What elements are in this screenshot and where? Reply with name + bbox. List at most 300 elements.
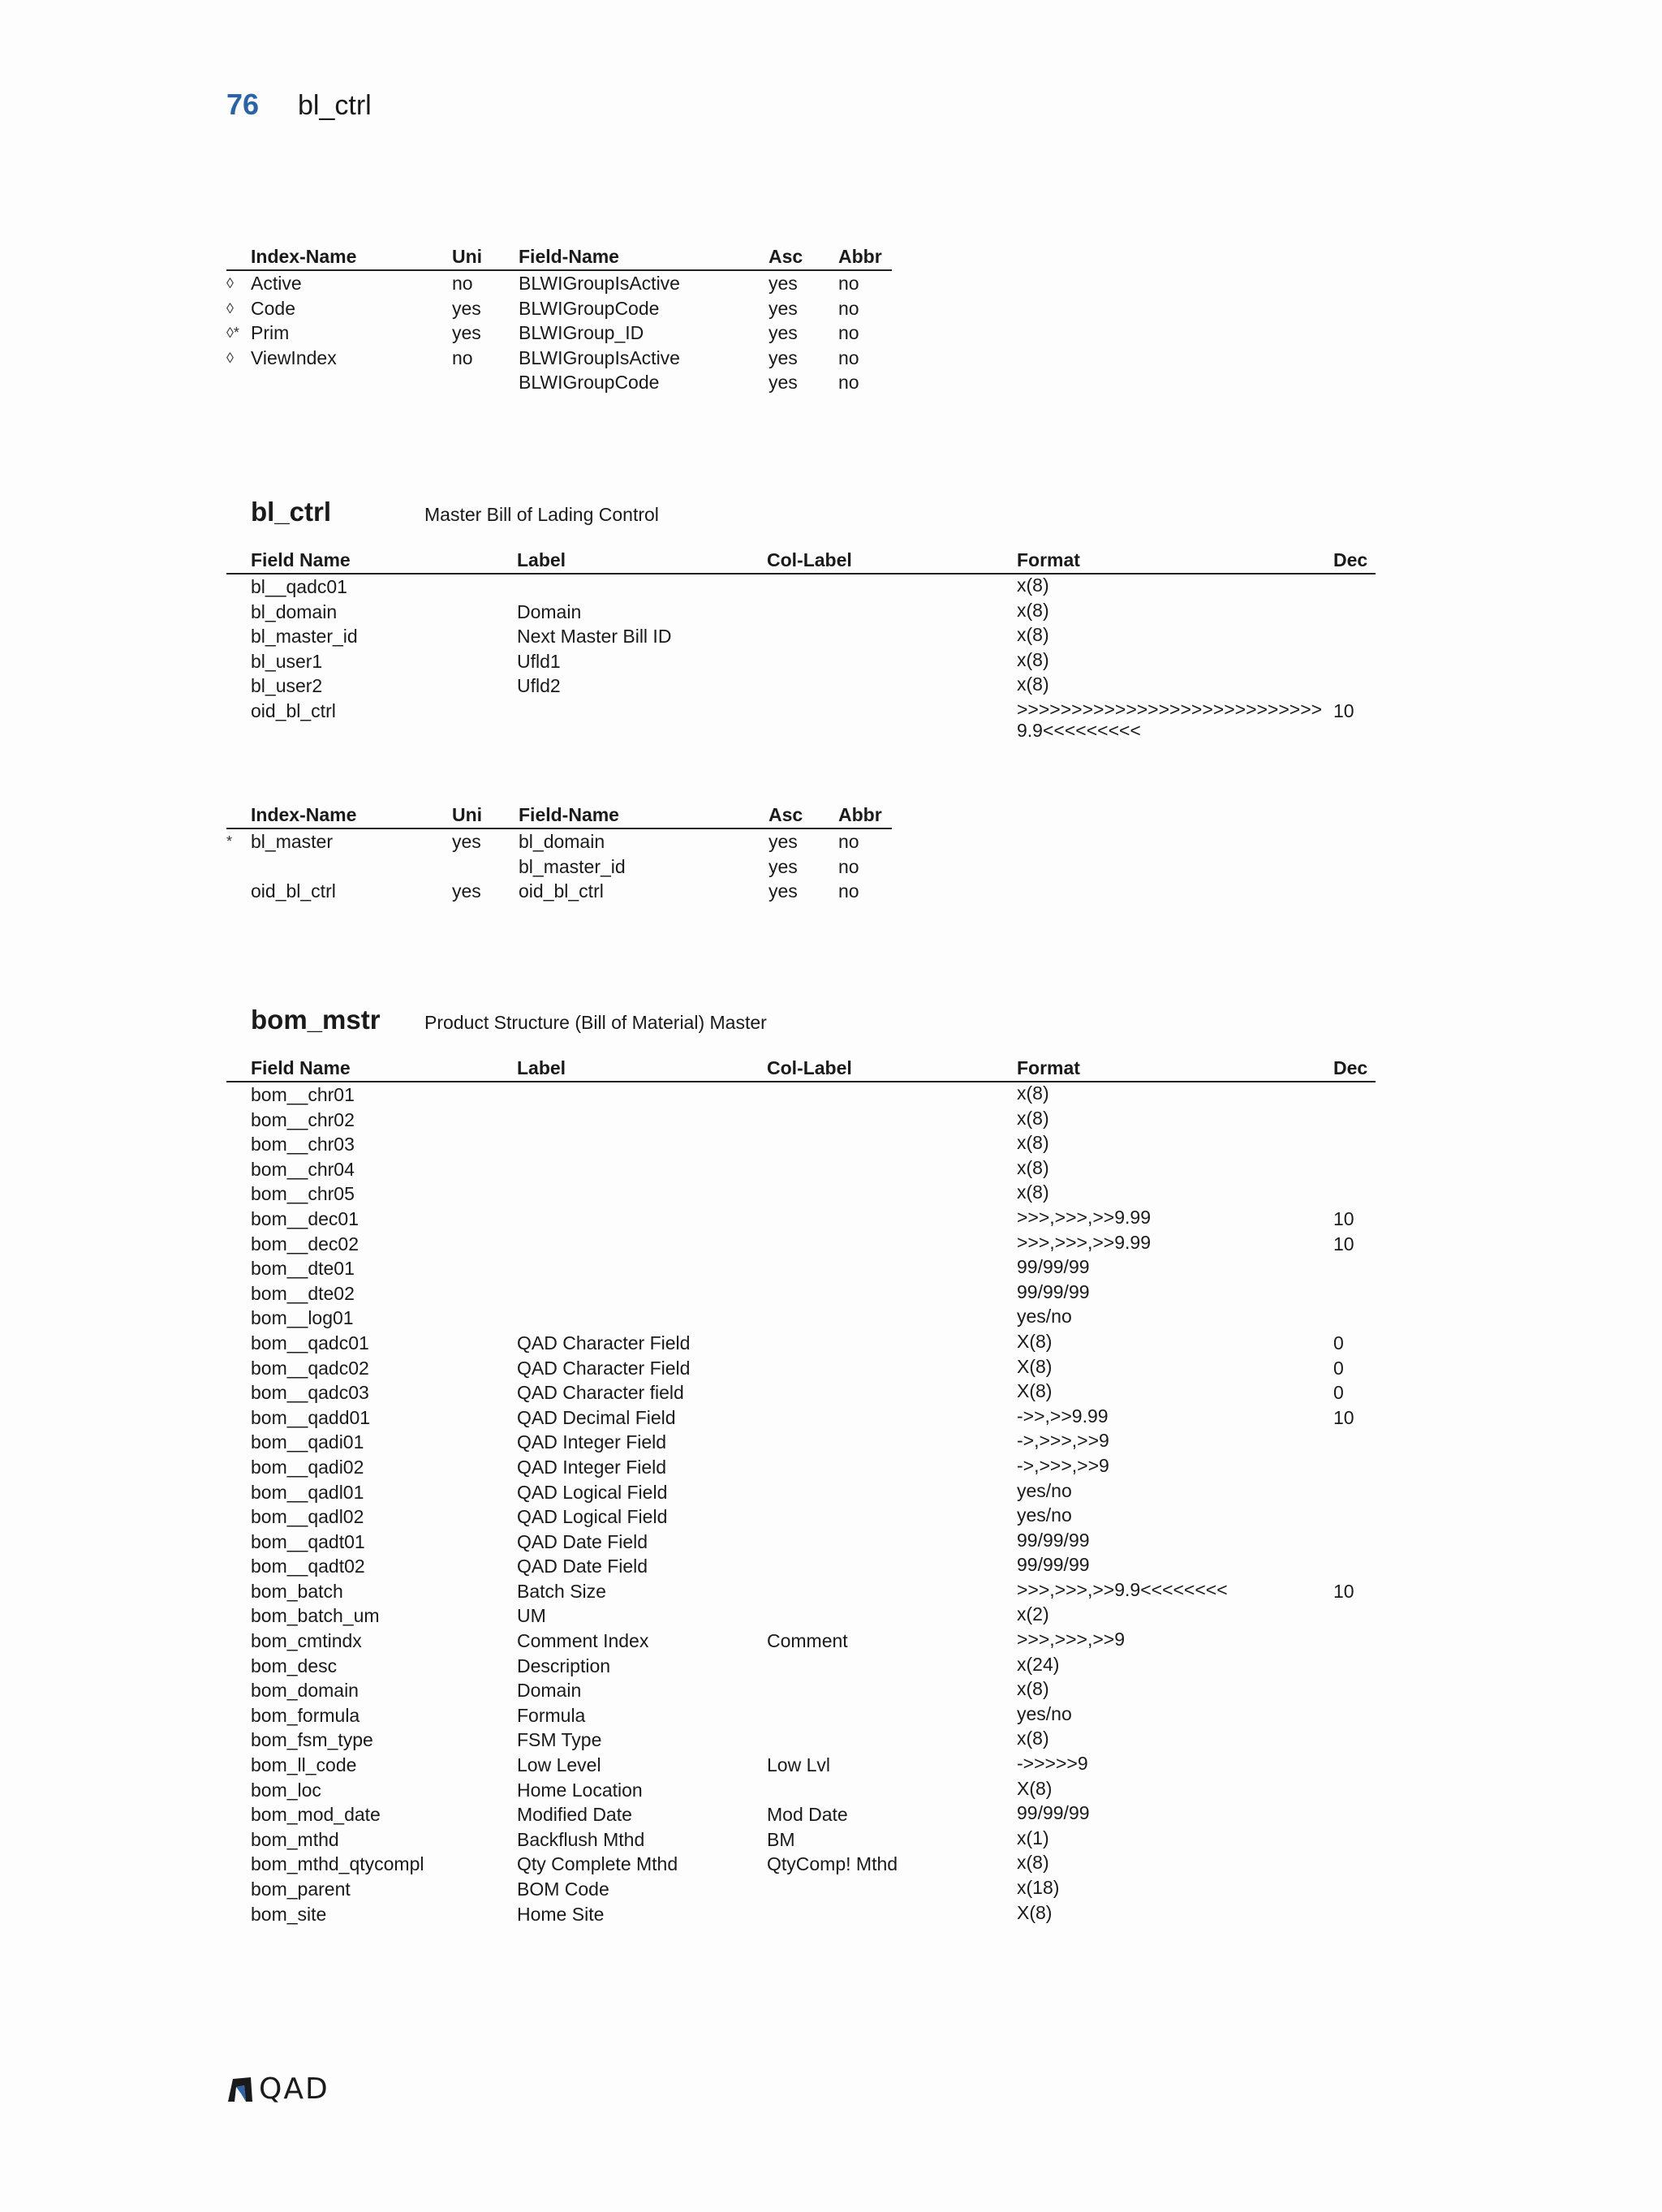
table-row <box>226 1181 1376 1207</box>
cell-label: QAD Date Field <box>517 1530 648 1552</box>
header-cell-format: Format <box>1017 1055 1333 1082</box>
cell-dec <box>1333 1629 1376 1654</box>
cell-format: yes/no <box>1017 1306 1072 1328</box>
header-cell-abbr: Abbr <box>838 802 892 828</box>
cell-col-label <box>767 1132 1017 1157</box>
cell-label: Ufld2 <box>517 675 561 697</box>
table-row <box>226 1654 1376 1679</box>
cell-label <box>517 1181 767 1207</box>
cell-field-name: bom__dte02 <box>251 1282 355 1304</box>
cell-format: x(8) <box>1017 1728 1049 1749</box>
cell-label <box>517 1232 767 1257</box>
cell-label: Description <box>517 1655 611 1676</box>
cell-field-name: BLWIGroupCode <box>519 297 660 319</box>
header-cell-index-name: Index-Name <box>251 802 452 828</box>
cell-col-label: Comment <box>767 1630 848 1652</box>
header-cell-asc: Asc <box>769 802 838 828</box>
cell-format: x(8) <box>1017 648 1049 670</box>
index-marker <box>226 1877 251 1902</box>
cell-field-name: bom__qadt02 <box>251 1556 365 1577</box>
cell-field-name: bom__qadc02 <box>251 1357 369 1379</box>
index-marker <box>226 1603 251 1629</box>
cell-format: >>>,>>>,>>9.99 <box>1017 1231 1151 1253</box>
table-row <box>226 1603 1376 1629</box>
index-marker: * <box>226 833 233 850</box>
cell-dec: 10 <box>1333 1406 1354 1428</box>
index-marker <box>226 1232 251 1257</box>
cell-field-name: bom__qadl02 <box>251 1506 364 1528</box>
index-marker <box>226 1530 251 1555</box>
cell-col-label <box>767 1256 1017 1281</box>
table-row <box>226 699 1376 741</box>
cell-asc: yes <box>769 322 798 344</box>
index-table-bl-ctrl <box>226 802 892 904</box>
cell-field-name: bom_mthd <box>251 1828 339 1850</box>
cell-col-label: Mod Date <box>767 1804 848 1826</box>
table-row <box>226 1579 1376 1604</box>
table-row <box>226 1504 1376 1530</box>
table-row <box>226 1306 1376 1331</box>
header-cell-field-name: Field-Name <box>519 802 769 828</box>
index-marker <box>226 1827 251 1853</box>
table-row <box>226 624 1376 649</box>
cell-uni: no <box>452 346 473 368</box>
cell-dec: 0 <box>1333 1332 1344 1353</box>
cell-col-label <box>767 1504 1017 1530</box>
index-marker <box>226 1082 251 1108</box>
cell-format: x(8) <box>1017 1107 1049 1129</box>
cell-format: x(8) <box>1017 624 1049 646</box>
cell-label: QAD Decimal Field <box>517 1406 676 1428</box>
cell-format: x(24) <box>1017 1653 1060 1675</box>
cell-label: Next Master Bill ID <box>517 626 672 648</box>
cell-label: Qty Complete Mthd <box>517 1853 678 1875</box>
cell-col-label <box>767 1530 1017 1555</box>
cell-col-label <box>767 1306 1017 1331</box>
cell-label: QAD Character Field <box>517 1357 691 1379</box>
cell-col-label <box>767 1603 1017 1629</box>
cell-label: Domain <box>517 1680 582 1702</box>
field-table-bl-ctrl <box>226 547 1376 741</box>
cell-field-name: bom__qadt01 <box>251 1530 365 1552</box>
cell-col-label <box>767 1728 1017 1753</box>
cell-asc: yes <box>769 855 798 877</box>
field-table-bom-mstr <box>226 1055 1376 1926</box>
index-marker <box>226 1654 251 1679</box>
header-cell-label: Label <box>517 547 767 574</box>
cell-col-label <box>767 1380 1017 1405</box>
cell-field-name: bom_mod_date <box>251 1804 381 1826</box>
cell-field-name: bom__qadc03 <box>251 1382 369 1404</box>
cell-col-label <box>767 1331 1017 1356</box>
cell-field-name: BLWIGroupIsActive <box>519 346 680 368</box>
cell-dec <box>1333 1778 1376 1803</box>
cell-field-name: bl_domain <box>519 831 605 852</box>
cell-col-label <box>767 624 1017 649</box>
index-table-header <box>226 243 892 270</box>
cell-format: >>>,>>>,>>9.9<<<<<<<< <box>1017 1578 1228 1600</box>
cell-format: X(8) <box>1017 1380 1053 1402</box>
index-marker <box>226 1902 251 1927</box>
cell-field-name: bom__dte01 <box>251 1258 355 1280</box>
cell-field-name: BLWIGroupIsActive <box>519 273 680 294</box>
index-marker <box>226 1331 251 1356</box>
cell-format: x(8) <box>1017 1852 1049 1874</box>
cell-col-label: BM <box>767 1828 795 1850</box>
cell-abbr: no <box>838 372 859 394</box>
table-row <box>226 1157 1376 1182</box>
cell-index-name <box>251 370 452 395</box>
cell-format: x(8) <box>1017 673 1049 695</box>
cell-format: X(8) <box>1017 1901 1053 1923</box>
cell-asc: yes <box>769 297 798 319</box>
index-marker: ◊ <box>226 275 234 291</box>
cell-uni: yes <box>452 322 481 344</box>
cell-format: ->,>>>,>>9 <box>1017 1430 1109 1452</box>
table-description: Master Bill of Lading Control <box>424 504 659 525</box>
table-row <box>226 346 892 371</box>
cell-label: Domain <box>517 600 582 622</box>
index-marker <box>226 649 251 674</box>
cell-dec: 10 <box>1333 1233 1354 1254</box>
table-title-bom-mstr <box>251 1005 767 1035</box>
cell-field-name: bom_site <box>251 1903 327 1925</box>
table-row <box>226 1331 1376 1356</box>
header-cell-label: Label <box>517 1055 767 1082</box>
cell-index-name: ViewIndex <box>251 346 337 368</box>
index-marker <box>226 1207 251 1232</box>
index-marker <box>226 624 251 649</box>
cell-field-name: bom__dec01 <box>251 1207 359 1229</box>
cell-col-label <box>767 1455 1017 1480</box>
cell-field-name: bl_master_id <box>251 626 358 648</box>
header-cell-mark <box>226 547 251 574</box>
cell-field-name: bom_formula <box>251 1704 360 1726</box>
cell-dec <box>1333 1603 1376 1629</box>
index-marker <box>226 1703 251 1728</box>
cell-format: 99/99/99 <box>1017 1280 1090 1302</box>
cell-field-name: bl_user2 <box>251 675 323 697</box>
cell-field-name: bom__qadi01 <box>251 1431 364 1453</box>
cell-label <box>517 1207 767 1232</box>
cell-format: X(8) <box>1017 1330 1053 1352</box>
cell-dec <box>1333 1753 1376 1778</box>
cell-asc: yes <box>769 372 798 394</box>
cell-uni: no <box>452 273 473 294</box>
cell-col-label <box>767 600 1017 625</box>
header-cell-mark <box>226 802 251 828</box>
cell-abbr: no <box>838 346 859 368</box>
cell-label <box>517 1306 767 1331</box>
cell-format: x(8) <box>1017 1132 1049 1154</box>
table-row <box>226 1281 1376 1306</box>
index-marker <box>226 1579 251 1604</box>
cell-field-name: bom__qadi02 <box>251 1456 364 1478</box>
cell-format: x(8) <box>1017 1181 1049 1203</box>
index-marker <box>226 600 251 625</box>
cell-col-label <box>767 1430 1017 1455</box>
cell-format: x(8) <box>1017 1678 1049 1700</box>
cell-label: QAD Character Field <box>517 1332 691 1353</box>
cell-col-label: QtyComp! Mthd <box>767 1853 898 1875</box>
cell-asc: yes <box>769 880 798 902</box>
cell-dec <box>1333 1802 1376 1827</box>
index-marker <box>226 673 251 699</box>
header-cell-abbr: Abbr <box>838 243 892 270</box>
cell-dec <box>1333 574 1376 600</box>
cell-dec <box>1333 1852 1376 1877</box>
index-marker <box>226 1405 251 1431</box>
cell-label: QAD Date Field <box>517 1556 648 1577</box>
cell-format: >>>,>>>,>>9.99 <box>1017 1206 1151 1228</box>
cell-format: x(1) <box>1017 1827 1049 1848</box>
table-row <box>226 1530 1376 1555</box>
field-table-header <box>226 547 1376 574</box>
cell-field-name: bom_mthd_qtycompl <box>251 1853 424 1875</box>
cell-field-name: bom__chr03 <box>251 1134 355 1155</box>
cell-format: >>>,>>>,>>9 <box>1017 1629 1126 1650</box>
table-row <box>226 1082 1376 1108</box>
cell-dec <box>1333 1654 1376 1679</box>
header-cell-index-name: Index-Name <box>251 243 452 270</box>
header-cell-format: Format <box>1017 547 1333 574</box>
index-marker <box>226 854 251 880</box>
cell-dec <box>1333 1181 1376 1207</box>
cell-label <box>517 574 767 600</box>
cell-dec <box>1333 1703 1376 1728</box>
cell-dec <box>1333 1480 1376 1505</box>
cell-abbr: no <box>838 297 859 319</box>
table-row <box>226 1802 1376 1827</box>
cell-dec <box>1333 1132 1376 1157</box>
cell-index-name: bl_master <box>251 831 333 852</box>
cell-label: QAD Logical Field <box>517 1506 668 1528</box>
cell-label: FSM Type <box>517 1729 602 1751</box>
cell-abbr: no <box>838 322 859 344</box>
cell-field-name: bom__chr02 <box>251 1108 355 1130</box>
cell-field-name: bl_domain <box>251 600 338 622</box>
cell-label <box>517 1132 767 1157</box>
cell-format: ->>,>>9.99 <box>1017 1405 1109 1427</box>
cell-dec <box>1333 1678 1376 1703</box>
table-row <box>226 600 1376 625</box>
cell-dec <box>1333 1728 1376 1753</box>
table-row <box>226 1232 1376 1257</box>
cell-index-name: Code <box>251 297 295 319</box>
header-cell-uni: Uni <box>452 243 519 270</box>
table-row <box>226 1405 1376 1431</box>
cell-label: Backflush Mthd <box>517 1828 645 1850</box>
cell-dec <box>1333 1877 1376 1902</box>
index-marker <box>226 1380 251 1405</box>
cell-asc: yes <box>769 346 798 368</box>
table-row <box>226 1778 1376 1803</box>
cell-field-name: BLWIGroupCode <box>519 372 660 394</box>
table-row <box>226 854 892 880</box>
cell-abbr: no <box>838 273 859 294</box>
cell-dec <box>1333 1554 1376 1579</box>
cell-col-label <box>767 1480 1017 1505</box>
index-marker <box>226 1455 251 1480</box>
table-row <box>226 1455 1376 1480</box>
index-marker <box>226 1753 251 1778</box>
index-marker <box>226 699 251 741</box>
cell-label: QAD Integer Field <box>517 1456 667 1478</box>
cell-field-name: bom__chr04 <box>251 1158 355 1180</box>
cell-format: X(8) <box>1017 1777 1053 1799</box>
cell-field-name: bom__qadc01 <box>251 1332 369 1353</box>
cell-label: BOM Code <box>517 1878 609 1900</box>
cell-format: yes/no <box>1017 1702 1072 1724</box>
table-row <box>226 574 1376 600</box>
index-marker: ◊ <box>226 349 234 366</box>
table-row <box>226 1753 1376 1778</box>
header-cell-field-name: Field-Name <box>519 243 769 270</box>
cell-format: x(8) <box>1017 575 1049 596</box>
cell-abbr: no <box>838 831 859 852</box>
header-cell-field-name: Field Name <box>251 1055 517 1082</box>
header-cell-mark <box>226 243 251 270</box>
cell-col-label <box>767 1703 1017 1728</box>
cell-dec <box>1333 1157 1376 1182</box>
cell-field-name: bom__chr05 <box>251 1183 355 1205</box>
cell-label: QAD Logical Field <box>517 1481 668 1503</box>
cell-format: yes/no <box>1017 1504 1072 1526</box>
header-cell-field-name: Field Name <box>251 547 517 574</box>
cell-col-label <box>767 1579 1017 1604</box>
cell-label <box>517 1256 767 1281</box>
index-marker <box>226 1356 251 1381</box>
cell-dec <box>1333 673 1376 699</box>
cell-label <box>517 699 767 741</box>
cell-format: x(2) <box>1017 1603 1049 1625</box>
cell-col-label <box>767 1405 1017 1431</box>
cell-field-name: bom_ll_code <box>251 1754 357 1776</box>
cell-uni: yes <box>452 297 481 319</box>
table-row <box>226 296 892 321</box>
cell-label: Home Location <box>517 1779 643 1801</box>
cell-label <box>517 1108 767 1133</box>
cell-format: x(18) <box>1017 1877 1060 1898</box>
cell-uni: yes <box>452 831 481 852</box>
cell-uni <box>452 854 519 880</box>
table-row <box>226 879 892 904</box>
index-marker <box>226 1430 251 1455</box>
cell-dec <box>1333 624 1376 649</box>
table-row <box>226 828 892 854</box>
index-marker: ◊* <box>226 325 239 342</box>
cell-abbr: no <box>838 880 859 902</box>
cell-col-label <box>767 1281 1017 1306</box>
cell-label: QAD Character field <box>517 1382 684 1404</box>
cell-index-name: Prim <box>251 322 290 344</box>
cell-format: x(8) <box>1017 1156 1049 1178</box>
cell-format: x(8) <box>1017 1082 1049 1104</box>
cell-field-name: oid_bl_ctrl <box>519 880 604 902</box>
cell-format: 99/99/99 <box>1017 1802 1090 1824</box>
cell-field-name: bom_fsm_type <box>251 1729 373 1751</box>
table-row <box>226 673 1376 699</box>
table-row <box>226 1877 1376 1902</box>
index-marker <box>226 1256 251 1281</box>
page-header-title: bl_ctrl <box>298 90 372 121</box>
table-row <box>226 270 892 296</box>
cell-index-name: oid_bl_ctrl <box>251 880 336 902</box>
cell-abbr: no <box>838 855 859 877</box>
cell-label: Formula <box>517 1704 586 1726</box>
index-marker: ◊ <box>226 299 234 316</box>
index-marker <box>226 1132 251 1157</box>
table-row <box>226 1728 1376 1753</box>
index-marker <box>226 879 251 904</box>
cell-dec <box>1333 1827 1376 1853</box>
index-marker <box>226 1281 251 1306</box>
cell-index-name <box>251 854 452 880</box>
header-cell-col-label: Col-Label <box>767 547 1017 574</box>
header-cell-dec: Dec <box>1333 1055 1376 1082</box>
cell-format: yes/no <box>1017 1479 1072 1501</box>
cell-col-label <box>767 574 1017 600</box>
table-row <box>226 370 892 395</box>
table-title-bl-ctrl <box>251 497 659 527</box>
cell-dec <box>1333 649 1376 674</box>
page-header <box>226 88 372 122</box>
cell-format: >>>>>>>>>>>>>>>>>>>>>>>>>>>>9.9<<<<<<<<< <box>1017 698 1323 741</box>
cell-col-label <box>767 1654 1017 1679</box>
cell-label: QAD Integer Field <box>517 1431 667 1453</box>
cell-label: Home Site <box>517 1903 605 1925</box>
cell-label: Batch Size <box>517 1580 606 1602</box>
cell-field-name: bom__qadl01 <box>251 1481 364 1503</box>
cell-col-label <box>767 1902 1017 1927</box>
table-row <box>226 1256 1376 1281</box>
cell-label: Ufld1 <box>517 650 561 672</box>
cell-field-name: bom_loc <box>251 1779 321 1801</box>
cell-format: 99/99/99 <box>1017 1554 1090 1576</box>
cell-col-label <box>767 699 1017 741</box>
cell-format: x(8) <box>1017 599 1049 621</box>
table-row <box>226 321 892 346</box>
header-cell-mark <box>226 1055 251 1082</box>
table-row <box>226 1207 1376 1232</box>
cell-col-label <box>767 649 1017 674</box>
cell-dec <box>1333 1455 1376 1480</box>
page-number: 76 <box>226 88 260 121</box>
cell-field-name: bom__qadd01 <box>251 1406 371 1428</box>
table-name: bl_ctrl <box>251 497 332 527</box>
cell-field-name: bl__qadc01 <box>251 576 347 597</box>
index-marker <box>226 370 251 395</box>
cell-field-name: bl_user1 <box>251 650 323 672</box>
cell-col-label <box>767 1082 1017 1108</box>
cell-uni: yes <box>452 880 481 902</box>
cell-col-label <box>767 1207 1017 1232</box>
header-cell-col-label: Col-Label <box>767 1055 1017 1082</box>
cell-field-name: bom_desc <box>251 1655 338 1676</box>
cell-dec <box>1333 1082 1376 1108</box>
cell-col-label <box>767 1778 1017 1803</box>
cell-dec <box>1333 1504 1376 1530</box>
cell-uni <box>452 370 519 395</box>
cell-dec <box>1333 1281 1376 1306</box>
cell-field-name: bom__dec02 <box>251 1233 359 1254</box>
cell-field-name: oid_bl_ctrl <box>251 699 336 721</box>
cell-col-label <box>767 1554 1017 1579</box>
table-row <box>226 1108 1376 1133</box>
cell-label <box>517 1082 767 1108</box>
cell-field-name: bom_batch <box>251 1580 343 1602</box>
cell-label: Comment Index <box>517 1630 649 1652</box>
